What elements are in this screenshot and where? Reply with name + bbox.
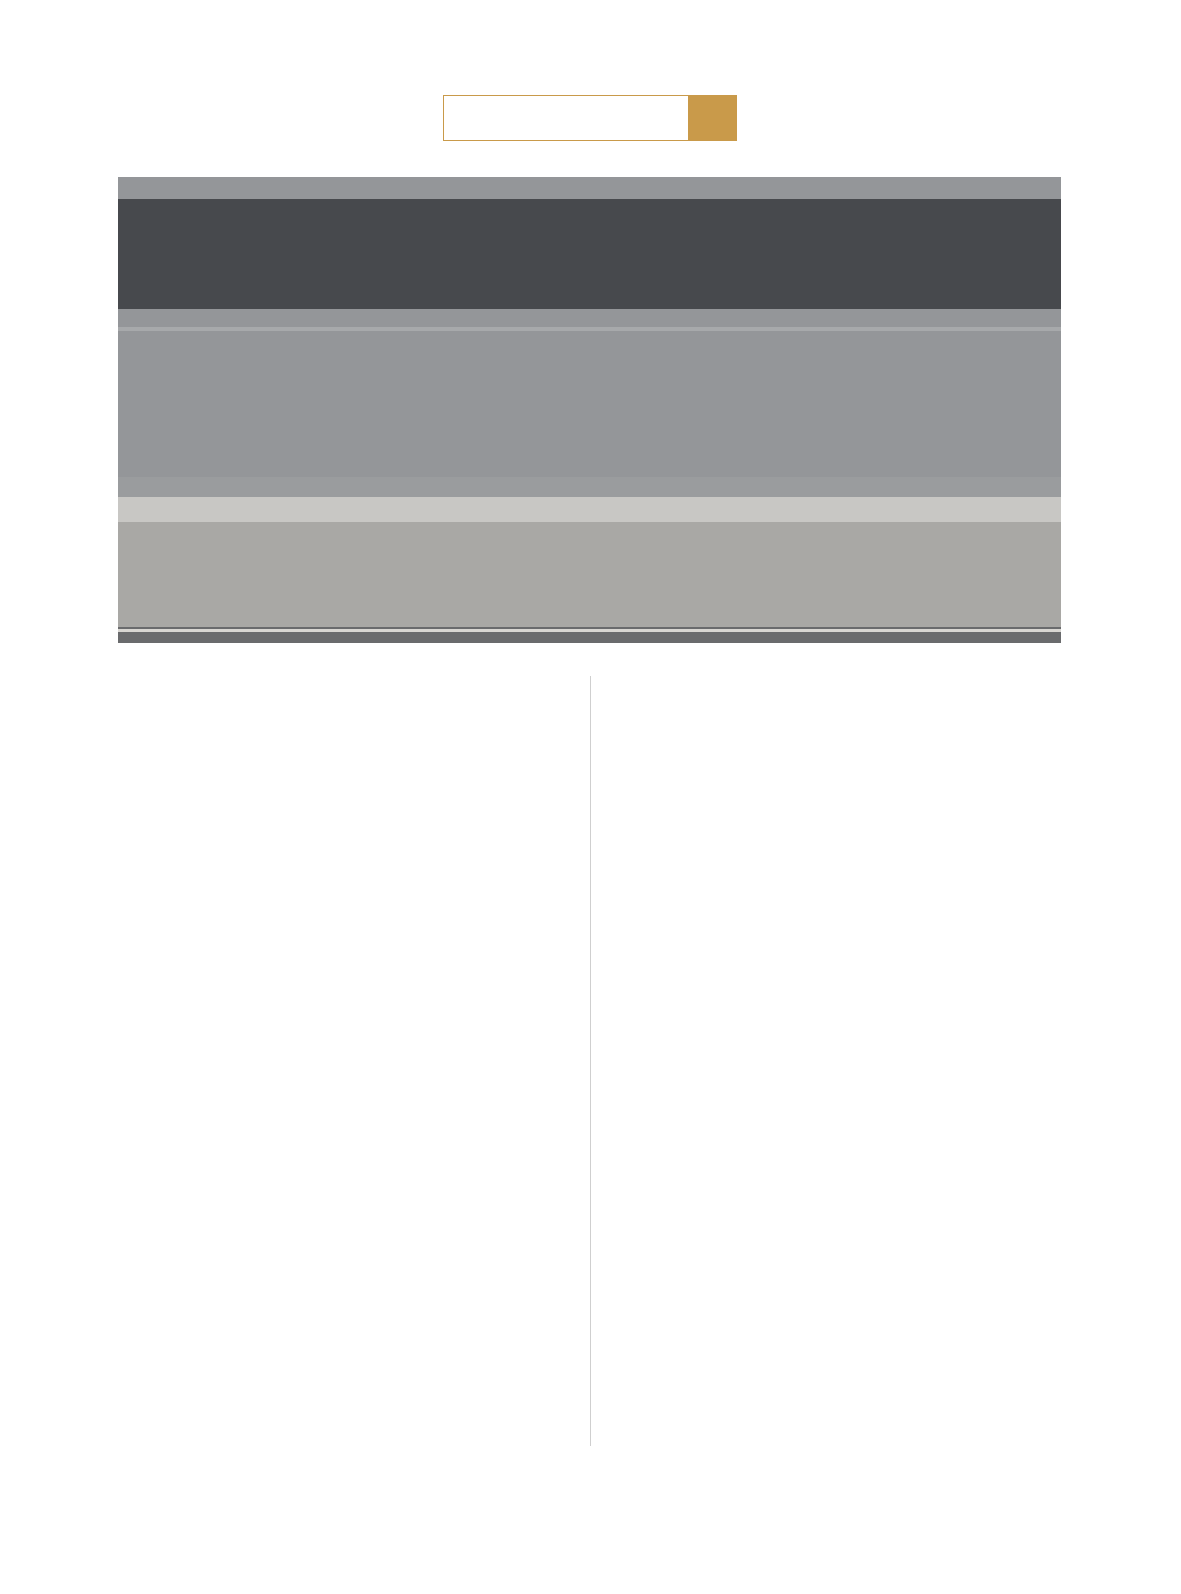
truck-parking-photo <box>118 177 1061 643</box>
column-divider <box>590 676 591 1446</box>
footer <box>118 1515 124 1530</box>
section-tag <box>443 95 737 141</box>
magazine-mark <box>688 96 736 140</box>
section-label <box>444 96 688 140</box>
